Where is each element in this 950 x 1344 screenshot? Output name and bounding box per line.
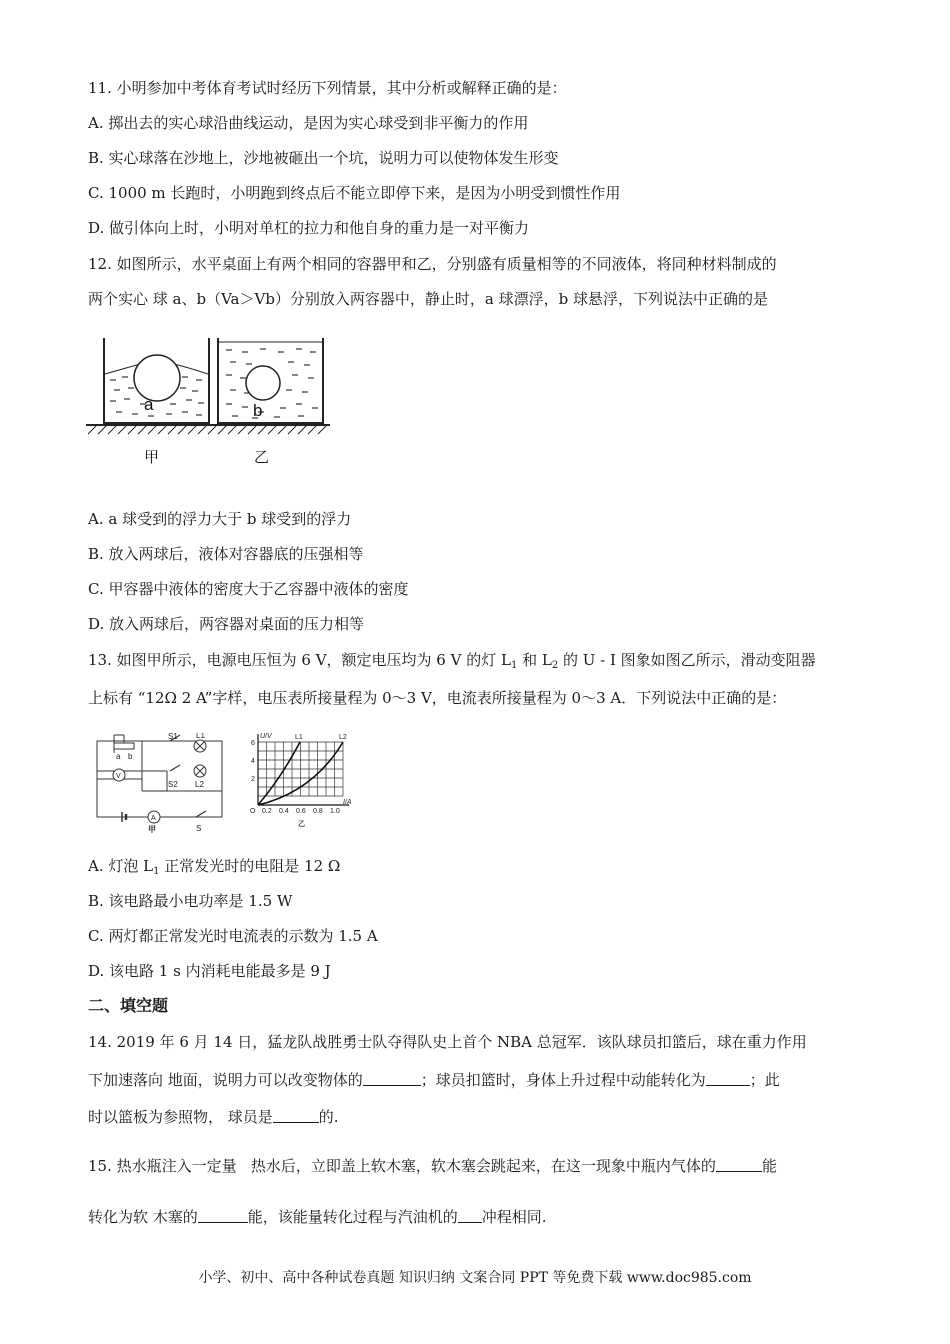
q13-option-c: C. 两灯都正常发光时电流表的示数为 1.5 A bbox=[88, 927, 378, 945]
xtick-0.6: 0.6 bbox=[296, 808, 306, 815]
graph-origin: O bbox=[250, 808, 256, 815]
q12-containers-figure bbox=[86, 330, 336, 470]
q12-option-c: C. 甲容器中液体的密度大于乙容器中液体的密度 bbox=[88, 580, 409, 598]
graph-caption: 乙 bbox=[298, 821, 305, 828]
q15-text-2: 能 bbox=[761, 1157, 777, 1175]
q13-option-a-text-2: 正常发光时的电阻是 12 Ω bbox=[159, 857, 341, 875]
container-yi bbox=[218, 338, 323, 423]
q12-option-a: A. a 球受到的浮力大于 b 球受到的浮力 bbox=[88, 510, 352, 528]
q13-circuit-figure bbox=[92, 733, 242, 833]
q15-text-4: 能，该能量转化过程与汽油机的 bbox=[247, 1208, 458, 1226]
q15-blank-3[interactable] bbox=[458, 1208, 482, 1223]
ytick-4: 4 bbox=[251, 758, 255, 765]
q11-stem: 11. 小明参加中考体育考试时经历下列情景，其中分析或解释正确的是： bbox=[88, 79, 567, 97]
q12-stem-line1: 12. 如图所示，水平桌面上有两个相同的容器甲和乙，分别盛有质量相等的不同液体，将同种材料制成的 bbox=[88, 255, 777, 273]
q15-blank-1[interactable] bbox=[716, 1157, 762, 1172]
q11-option-a: A. 掷出去的实心球沿曲线运动，是因为实心球受到非平衡力的作用 bbox=[88, 114, 529, 132]
xtick-0.4: 0.4 bbox=[279, 808, 289, 815]
ytick-6: 6 bbox=[251, 740, 255, 747]
q15-text-1: 15. 热水瓶注入一定量 热水后，立即盖上软木塞，软木塞会跳起来，在这一现象中瓶内气体的 bbox=[88, 1157, 716, 1175]
q13-option-d: D. 该电路 1 s 内消耗电能最多是 9 J bbox=[88, 962, 331, 980]
q11-option-b: B. 实心球落在沙地上，沙地被砸出一个坑，说明力可以使物体发生形变 bbox=[88, 149, 559, 167]
q13-ui-graph bbox=[243, 730, 363, 830]
q13-stem-text-1: 13. 如图甲所示，电源电压恒为 6 V，额定电压均为 6 V 的灯 L bbox=[88, 651, 511, 669]
q13-option-a bbox=[88, 856, 340, 882]
q13-stem-text-2: 和 L bbox=[517, 651, 552, 669]
q12-stem-line2: 两个实心 球 a、b（Va＞Vb）分别放入两容器中，静止时，a 球漂浮，b 球悬浮，下列说法中正确的是 bbox=[88, 290, 768, 308]
rheostat-b-label: b bbox=[128, 752, 133, 761]
label-yi: 乙 bbox=[254, 448, 270, 466]
q14-line1: 14. 2019 年 6 月 14 日，猛龙队战胜勇士队夺得队史上首个 NBA 总冠军．该队球员扣篮后，球在重力作用 bbox=[88, 1033, 807, 1051]
q14-line3 bbox=[88, 1107, 339, 1127]
q15-blank-2[interactable] bbox=[198, 1208, 248, 1223]
q15-line2 bbox=[88, 1207, 547, 1227]
l2-label: L2 bbox=[195, 780, 204, 789]
q15-text-5: 冲程相同. bbox=[481, 1208, 547, 1226]
q11-option-c: C. 1000 m 长跑时，小明跑到终点后不能立即停下来，是因为小明受到惯性作用 bbox=[88, 184, 621, 202]
q14-text-5: 的. bbox=[318, 1108, 339, 1126]
q13-stem-text-3: 的 U - I 图象如图乙所示，滑动变阻器 bbox=[558, 651, 816, 669]
graph-xlabel: I/A bbox=[343, 799, 352, 806]
q13-option-a-sub: 1 bbox=[153, 866, 160, 877]
ball-b bbox=[246, 366, 280, 400]
q13-stem-sub-2: 2 bbox=[551, 660, 559, 671]
q14-blank-2[interactable] bbox=[706, 1071, 750, 1086]
ground-hatching bbox=[88, 425, 327, 434]
switch-s-icon bbox=[196, 811, 206, 817]
q13-stem-line1 bbox=[88, 650, 816, 676]
label-jia: 甲 bbox=[144, 448, 160, 466]
s2-label: S2 bbox=[168, 780, 178, 789]
ball-a bbox=[134, 355, 180, 401]
q13-option-b: B. 该电路最小电功率是 1.5 W bbox=[88, 892, 293, 910]
s1-label: S1 bbox=[168, 733, 178, 741]
q15-line1 bbox=[88, 1156, 777, 1176]
ball-a-label: a bbox=[144, 395, 154, 414]
xtick-1.0: 1.0 bbox=[330, 808, 340, 815]
q14-blank-3[interactable] bbox=[273, 1108, 319, 1123]
graph-ylabel: U/V bbox=[260, 733, 272, 740]
ytick-2: 2 bbox=[251, 776, 255, 783]
ammeter-label: A bbox=[151, 815, 156, 822]
q14-line2 bbox=[88, 1070, 780, 1090]
switch-s2-icon bbox=[170, 765, 180, 771]
container-jia bbox=[104, 338, 209, 423]
curve-l1 bbox=[258, 742, 300, 805]
ball-b-label: b bbox=[253, 401, 263, 420]
voltmeter-label: V bbox=[116, 773, 121, 780]
q14-blank-1[interactable] bbox=[363, 1071, 421, 1086]
rheostat-a-label: a bbox=[116, 752, 121, 761]
q14-text-4: 时以篮板为参照物， 球员是 bbox=[88, 1108, 273, 1126]
q15-text-3: 转化为软 木塞的 bbox=[88, 1208, 198, 1226]
xtick-0.8: 0.8 bbox=[313, 808, 323, 815]
q14-text-1: 下加速落向 地面，说明力可以改变物体的 bbox=[88, 1071, 363, 1089]
page-footer: 小学、初中、高中各种试卷真题 知识归纳 文案合同 PPT 等免费下载 www.doc985.com bbox=[198, 1270, 752, 1286]
curve-l1-label: L1 bbox=[295, 734, 303, 741]
s-label: S bbox=[196, 824, 202, 833]
curve-l2-label: L2 bbox=[339, 734, 347, 741]
q12-option-d: D. 放入两球后，两容器对桌面的压力相等 bbox=[88, 615, 365, 633]
q13-stem-line2: 上标有 “12Ω 2 A”字样，电压表所接量程为 0～3 V，电流表所接量程为 0～3 A．下列说法中正确的是： bbox=[88, 689, 787, 707]
circuit-caption: 甲 bbox=[148, 825, 156, 833]
q13-option-a-text-1: A. 灯泡 L bbox=[88, 857, 154, 875]
q14-text-3: ；此 bbox=[749, 1071, 780, 1089]
q12-option-b: B. 放入两球后，液体对容器底的压强相等 bbox=[88, 545, 364, 563]
section-heading: 二、填空题 bbox=[88, 996, 169, 1015]
q13-stem-sub-1: 1 bbox=[510, 660, 518, 671]
q14-text-2: ；球员扣篮时，身体上升过程中动能转化为 bbox=[420, 1071, 706, 1089]
q11-option-d: D. 做引体向上时，小明对单杠的拉力和他自身的重力是一对平衡力 bbox=[88, 219, 530, 237]
l1-label: L1 bbox=[196, 733, 205, 740]
xtick-0.2: 0.2 bbox=[262, 808, 272, 815]
rheostat-icon bbox=[114, 743, 134, 749]
